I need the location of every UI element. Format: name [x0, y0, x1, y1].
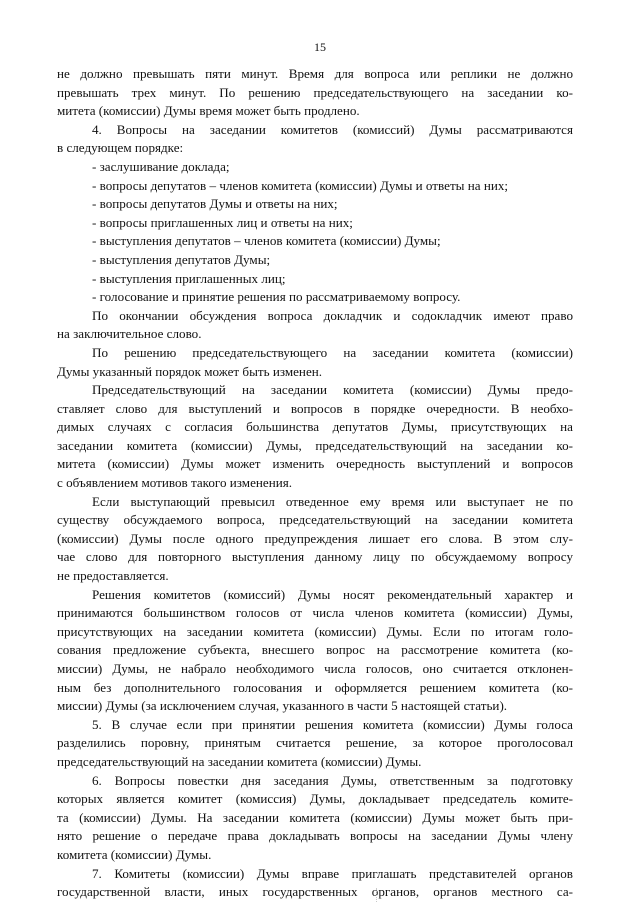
text-line: которых является комитет (комиссия) Думы, докладывает председатель комите-	[57, 791, 573, 807]
text-line: Думы указанный порядок может быть изменен.	[57, 363, 323, 379]
text-line: существу обсуждаемого вопроса, председательствующий на заседании комитета	[57, 512, 573, 528]
text-line: По решению председательствующего на заседании комитета (комиссии)	[92, 344, 573, 360]
list-item: - выступления приглашенных лиц;	[92, 270, 286, 286]
text-line: заседании комитета (комиссии) Думы, председательствующий на заседании ко-	[57, 437, 573, 453]
text-line: 4. Вопросы на заседании комитетов (комиссий) Думы рассматриваются	[92, 121, 573, 137]
paragraph	[57, 772, 573, 865]
text-line: митета (комиссии) Думы может изменить очередность выступлений и вопросов	[57, 456, 573, 472]
paragraph	[57, 344, 573, 381]
text-line: 6. Вопросы повестки дня заседания Думы, ответственным за подготовку	[92, 772, 573, 788]
text-line: сования предложение субъекта, внесшего вопрос на рассмотрение комитета (ко-	[57, 642, 573, 658]
text-line: председательствующий на заседании комитета (комиссии) Думы.	[57, 753, 422, 769]
text-line: присутствующих на заседании комитета (комиссии) Думы. Если по итогам голо-	[57, 623, 573, 639]
text-line: комитета (комиссии) Думы.	[57, 846, 212, 862]
text-line: та (комиссии) Думы. На заседании комитета (комиссии) Думы может быть при-	[57, 809, 573, 825]
text-line: на заключительное слово.	[57, 326, 202, 342]
text-line: ным без дополнительного голосования и оформляется решением комитета (ко-	[57, 679, 573, 695]
text-line: По окончании обсуждения вопроса докладчик и содокладчик имеют право	[92, 307, 573, 323]
scan-artifact	[376, 888, 379, 902]
text-line: чае слово для повторного выступления данному лицу по обсуждаемому вопросу	[57, 549, 573, 565]
paragraph	[57, 586, 573, 716]
document-body	[57, 65, 573, 902]
paragraph	[57, 865, 573, 902]
text-line: в следующем порядке:	[57, 140, 184, 156]
text-line: митета (комиссии) Думы время может быть продлено.	[57, 103, 360, 119]
list-item: - выступления депутатов – членов комитета (комиссии) Думы;	[92, 233, 441, 249]
text-line: миссии) Думы (за исключением случая, указанного в части 5 настоящей статьи).	[57, 698, 508, 714]
paragraph	[57, 307, 573, 344]
text-line: Решения комитетов (комиссий) Думы носят рекомендательный характер и	[92, 586, 573, 602]
text-line: государственной власти, иных государственных органов, органов местного са-	[57, 884, 573, 900]
paragraph	[57, 716, 573, 772]
text-line: ставляет слово для выступлений и вопросов в порядке очередности. В необхо-	[57, 400, 573, 416]
text-line: не предоставляется.	[57, 568, 169, 584]
list-item: - вопросы депутатов Думы и ответы на них;	[92, 196, 338, 212]
text-line: 5. В случае если при принятии решения комитета (комиссии) Думы голоса	[92, 716, 573, 732]
list-item: - заслушивание доклада;	[92, 158, 230, 174]
list-item: - голосование и принятие решения по рассматриваемому вопросу.	[92, 289, 461, 305]
text-line: димых случаях с согласия большинства депутатов Думы, присутствующих на	[57, 419, 573, 435]
text-line: принимаются большинством голосов от числа членов комитета (комиссии) Думы,	[57, 605, 573, 621]
list-item: - вопросы депутатов – членов комитета (комиссии) Думы и ответы на них;	[92, 177, 509, 193]
text-line: миссии) Думы, не набрало необходимого числа голосов, оно считается отклонен-	[57, 661, 573, 676]
paragraph	[57, 65, 573, 121]
text-line: не должно превышать пяти минут. Время для вопроса или реплики не должно	[57, 66, 573, 81]
text-line: Если выступающий превысил отведенное ему время или выступает не по	[92, 493, 573, 509]
text-line: (комиссии) Думы после одного предупреждения лишает его слова. В этом слу-	[57, 530, 573, 546]
text-line: 7. Комитеты (комиссии) Думы вправе приглашать представителей органов	[92, 865, 573, 881]
text-line: с объявлением мотивов такого изменения.	[57, 475, 293, 491]
paragraph	[57, 493, 573, 586]
paragraph	[57, 381, 573, 493]
paragraph	[57, 158, 573, 307]
text-line: нято решение о передаче права докладывать вопросы на заседании Думы члену	[57, 828, 573, 844]
paragraph	[57, 121, 573, 158]
list-item: - выступления депутатов Думы;	[92, 251, 271, 267]
text-line: разделились поровну, принятым считается решение, за которое проголосовал	[57, 735, 573, 751]
list-item: - вопросы приглашенных лиц и ответы на них;	[92, 214, 353, 230]
page-number: 15	[314, 40, 326, 54]
text-line: Председательствующий на заседании комитета (комиссии) Думы предо-	[92, 382, 573, 398]
text-line: превышать трех минут. По решению председательствующего на заседании ко-	[57, 84, 573, 100]
